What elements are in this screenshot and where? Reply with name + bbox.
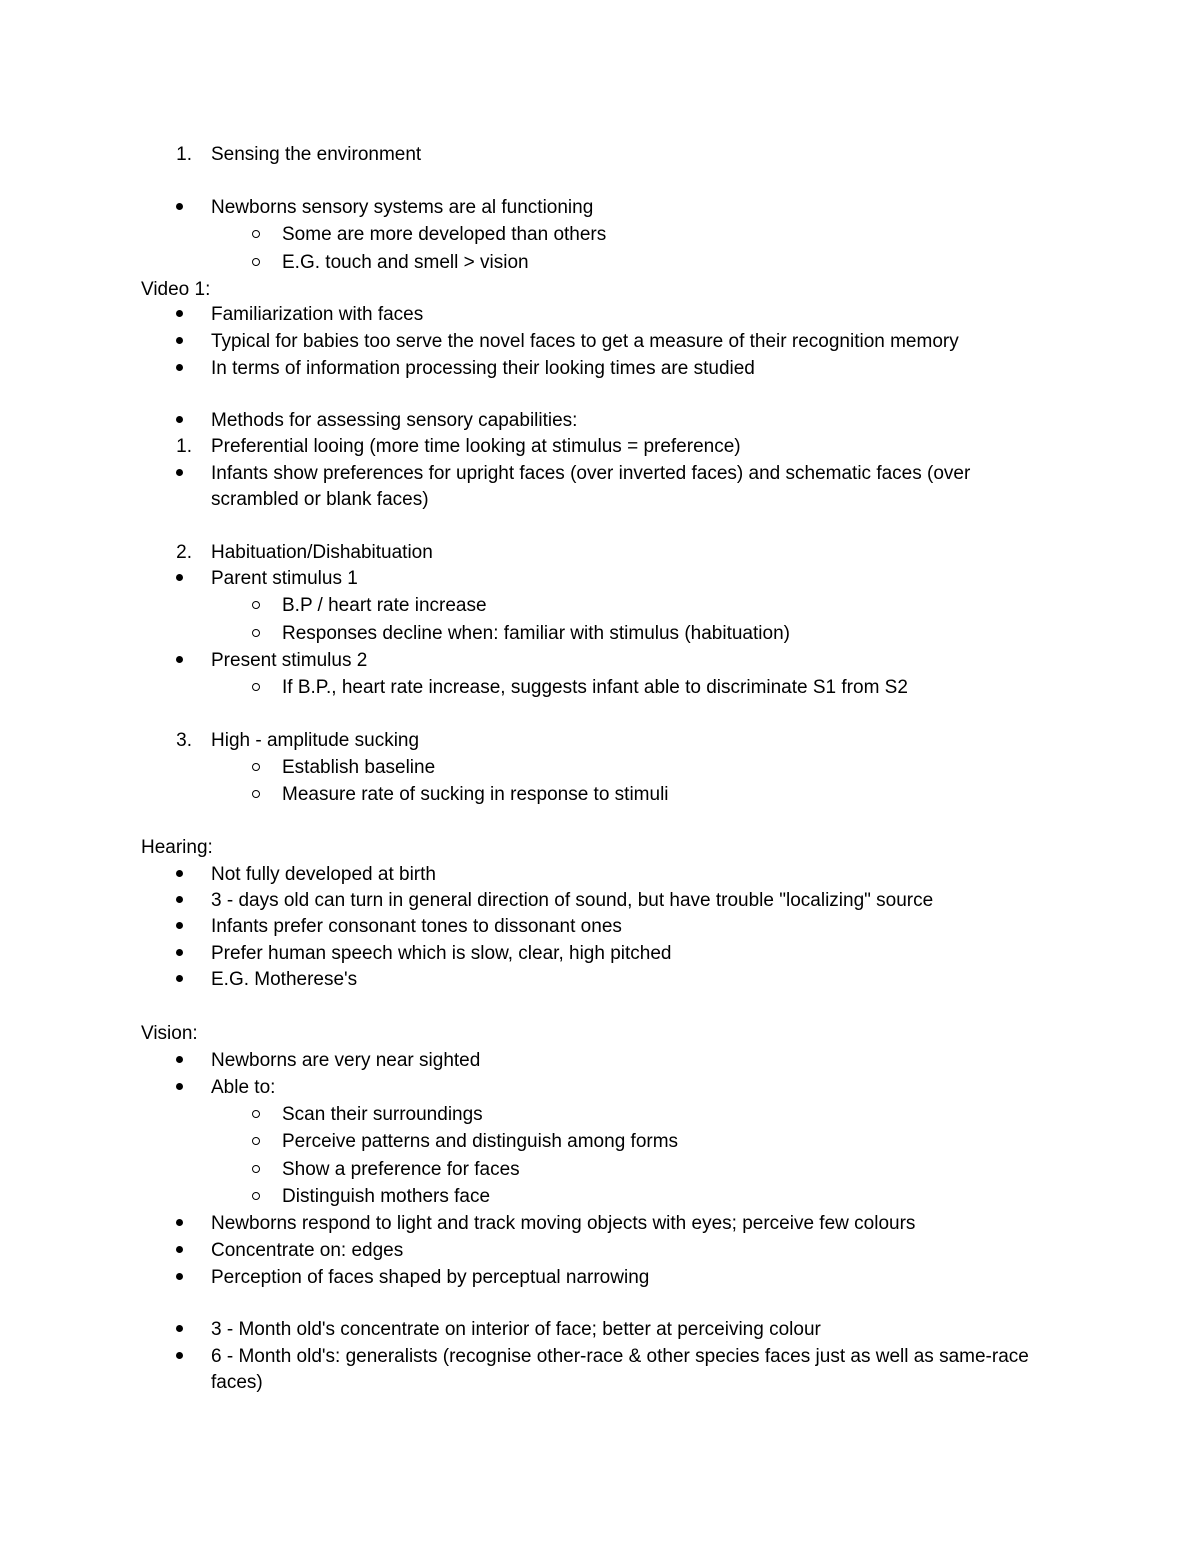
list-item-continuation: scrambled or blank faces): [211, 489, 429, 510]
list-number: 1.: [176, 144, 192, 165]
circle-bullet-icon: [252, 601, 260, 609]
bullet-icon: [176, 870, 183, 877]
numbered-item: Habituation/Dishabituation: [211, 542, 433, 563]
list-number: 2.: [176, 542, 192, 563]
bullet-item: Able to:: [211, 1077, 276, 1098]
section-heading: Hearing:: [141, 837, 213, 858]
sub-list-item: B.P / heart rate increase: [282, 595, 487, 616]
bullet-icon: [176, 203, 183, 210]
circle-bullet-icon: [252, 1137, 260, 1145]
sub-list-item: E.G. touch and smell > vision: [282, 252, 529, 273]
sub-list-item: Distinguish mothers face: [282, 1186, 491, 1207]
circle-bullet-icon: [252, 683, 260, 691]
bullet-icon: [176, 922, 183, 929]
bullet-item: Typical for babies too serve the novel faces to get a measure of their recognition memory: [211, 331, 959, 352]
circle-bullet-icon: [252, 790, 260, 798]
bullet-icon: [176, 1352, 183, 1359]
circle-bullet-icon: [252, 629, 260, 637]
numbered-item: Sensing the environment: [211, 144, 422, 165]
circle-bullet-icon: [252, 258, 260, 266]
sub-list-item: Establish baseline: [282, 757, 436, 778]
sub-list-item: Measure rate of sucking in response to stimuli: [282, 784, 669, 805]
sub-list-item: Show a preference for faces: [282, 1159, 520, 1180]
bullet-item: Not fully developed at birth: [211, 864, 436, 885]
bullet-icon: [176, 1273, 183, 1280]
bullet-icon: [176, 1083, 183, 1090]
circle-bullet-icon: [252, 1192, 260, 1200]
bullet-icon: [176, 949, 183, 956]
bullet-item: Present stimulus 2: [211, 650, 368, 671]
bullet-item: 3 - days old can turn in general direction of sound, but have trouble "localizing" source: [211, 890, 934, 911]
list-number: 1.: [176, 436, 192, 457]
bullet-item: Methods for assessing sensory capabilities:: [211, 410, 578, 431]
bullet-icon: [176, 656, 183, 663]
bullet-item: Familiarization with faces: [211, 304, 424, 325]
bullet-icon: [176, 574, 183, 581]
list-number: 3.: [176, 730, 192, 751]
bullet-item: 3 - Month old's concentrate on interior of face; better at perceiving colour: [211, 1319, 821, 1340]
bullet-item: E.G. Motherese's: [211, 969, 358, 990]
bullet-item: Newborns sensory systems are al functioning: [211, 197, 594, 218]
sub-list-item: Responses decline when: familiar with stimulus (habituation): [282, 623, 790, 644]
bullet-item: 6 - Month old's: generalists (recognise other-race & other species faces just as well as same-race: [211, 1346, 1029, 1367]
sub-list-item: Scan their surroundings: [282, 1104, 483, 1125]
bullet-item: Concentrate on: edges: [211, 1240, 404, 1261]
numbered-item: High - amplitude sucking: [211, 730, 420, 751]
bullet-icon: [176, 310, 183, 317]
circle-bullet-icon: [252, 1110, 260, 1118]
bullet-icon: [176, 1219, 183, 1226]
bullet-icon: [176, 1246, 183, 1253]
circle-bullet-icon: [252, 230, 260, 238]
sub-list-item: If B.P., heart rate increase, suggests infant able to discriminate S1 from S2: [282, 677, 908, 698]
bullet-icon: [176, 896, 183, 903]
circle-bullet-icon: [252, 763, 260, 771]
bullet-icon: [176, 1056, 183, 1063]
sub-list-item: Perceive patterns and distinguish among forms: [282, 1131, 679, 1152]
bullet-item: Prefer human speech which is slow, clear, high pitched: [211, 943, 672, 964]
bullet-item: Infants prefer consonant tones to dissonant ones: [211, 916, 622, 937]
sub-list-item: Some are more developed than others: [282, 224, 607, 245]
bullet-icon: [176, 469, 183, 476]
numbered-item: Preferential looing (more time looking at stimulus = preference): [211, 436, 741, 457]
bullet-icon: [176, 416, 183, 423]
bullet-item: Perception of faces shaped by perceptual narrowing: [211, 1267, 650, 1288]
bullet-item: Infants show preferences for upright faces (over inverted faces) and schematic faces (over: [211, 463, 971, 484]
section-heading: Video 1:: [141, 279, 211, 300]
bullet-icon: [176, 1325, 183, 1332]
bullet-icon: [176, 975, 183, 982]
list-item-continuation: faces): [211, 1372, 263, 1393]
bullet-item: Newborns respond to light and track moving objects with eyes; perceive few colours: [211, 1213, 916, 1234]
circle-bullet-icon: [252, 1165, 260, 1173]
bullet-icon: [176, 337, 183, 344]
bullet-item: Newborns are very near sighted: [211, 1050, 481, 1071]
bullet-item: In terms of information processing their looking times are studied: [211, 358, 755, 379]
bullet-icon: [176, 364, 183, 371]
section-heading: Vision:: [141, 1023, 198, 1044]
bullet-item: Parent stimulus 1: [211, 568, 358, 589]
